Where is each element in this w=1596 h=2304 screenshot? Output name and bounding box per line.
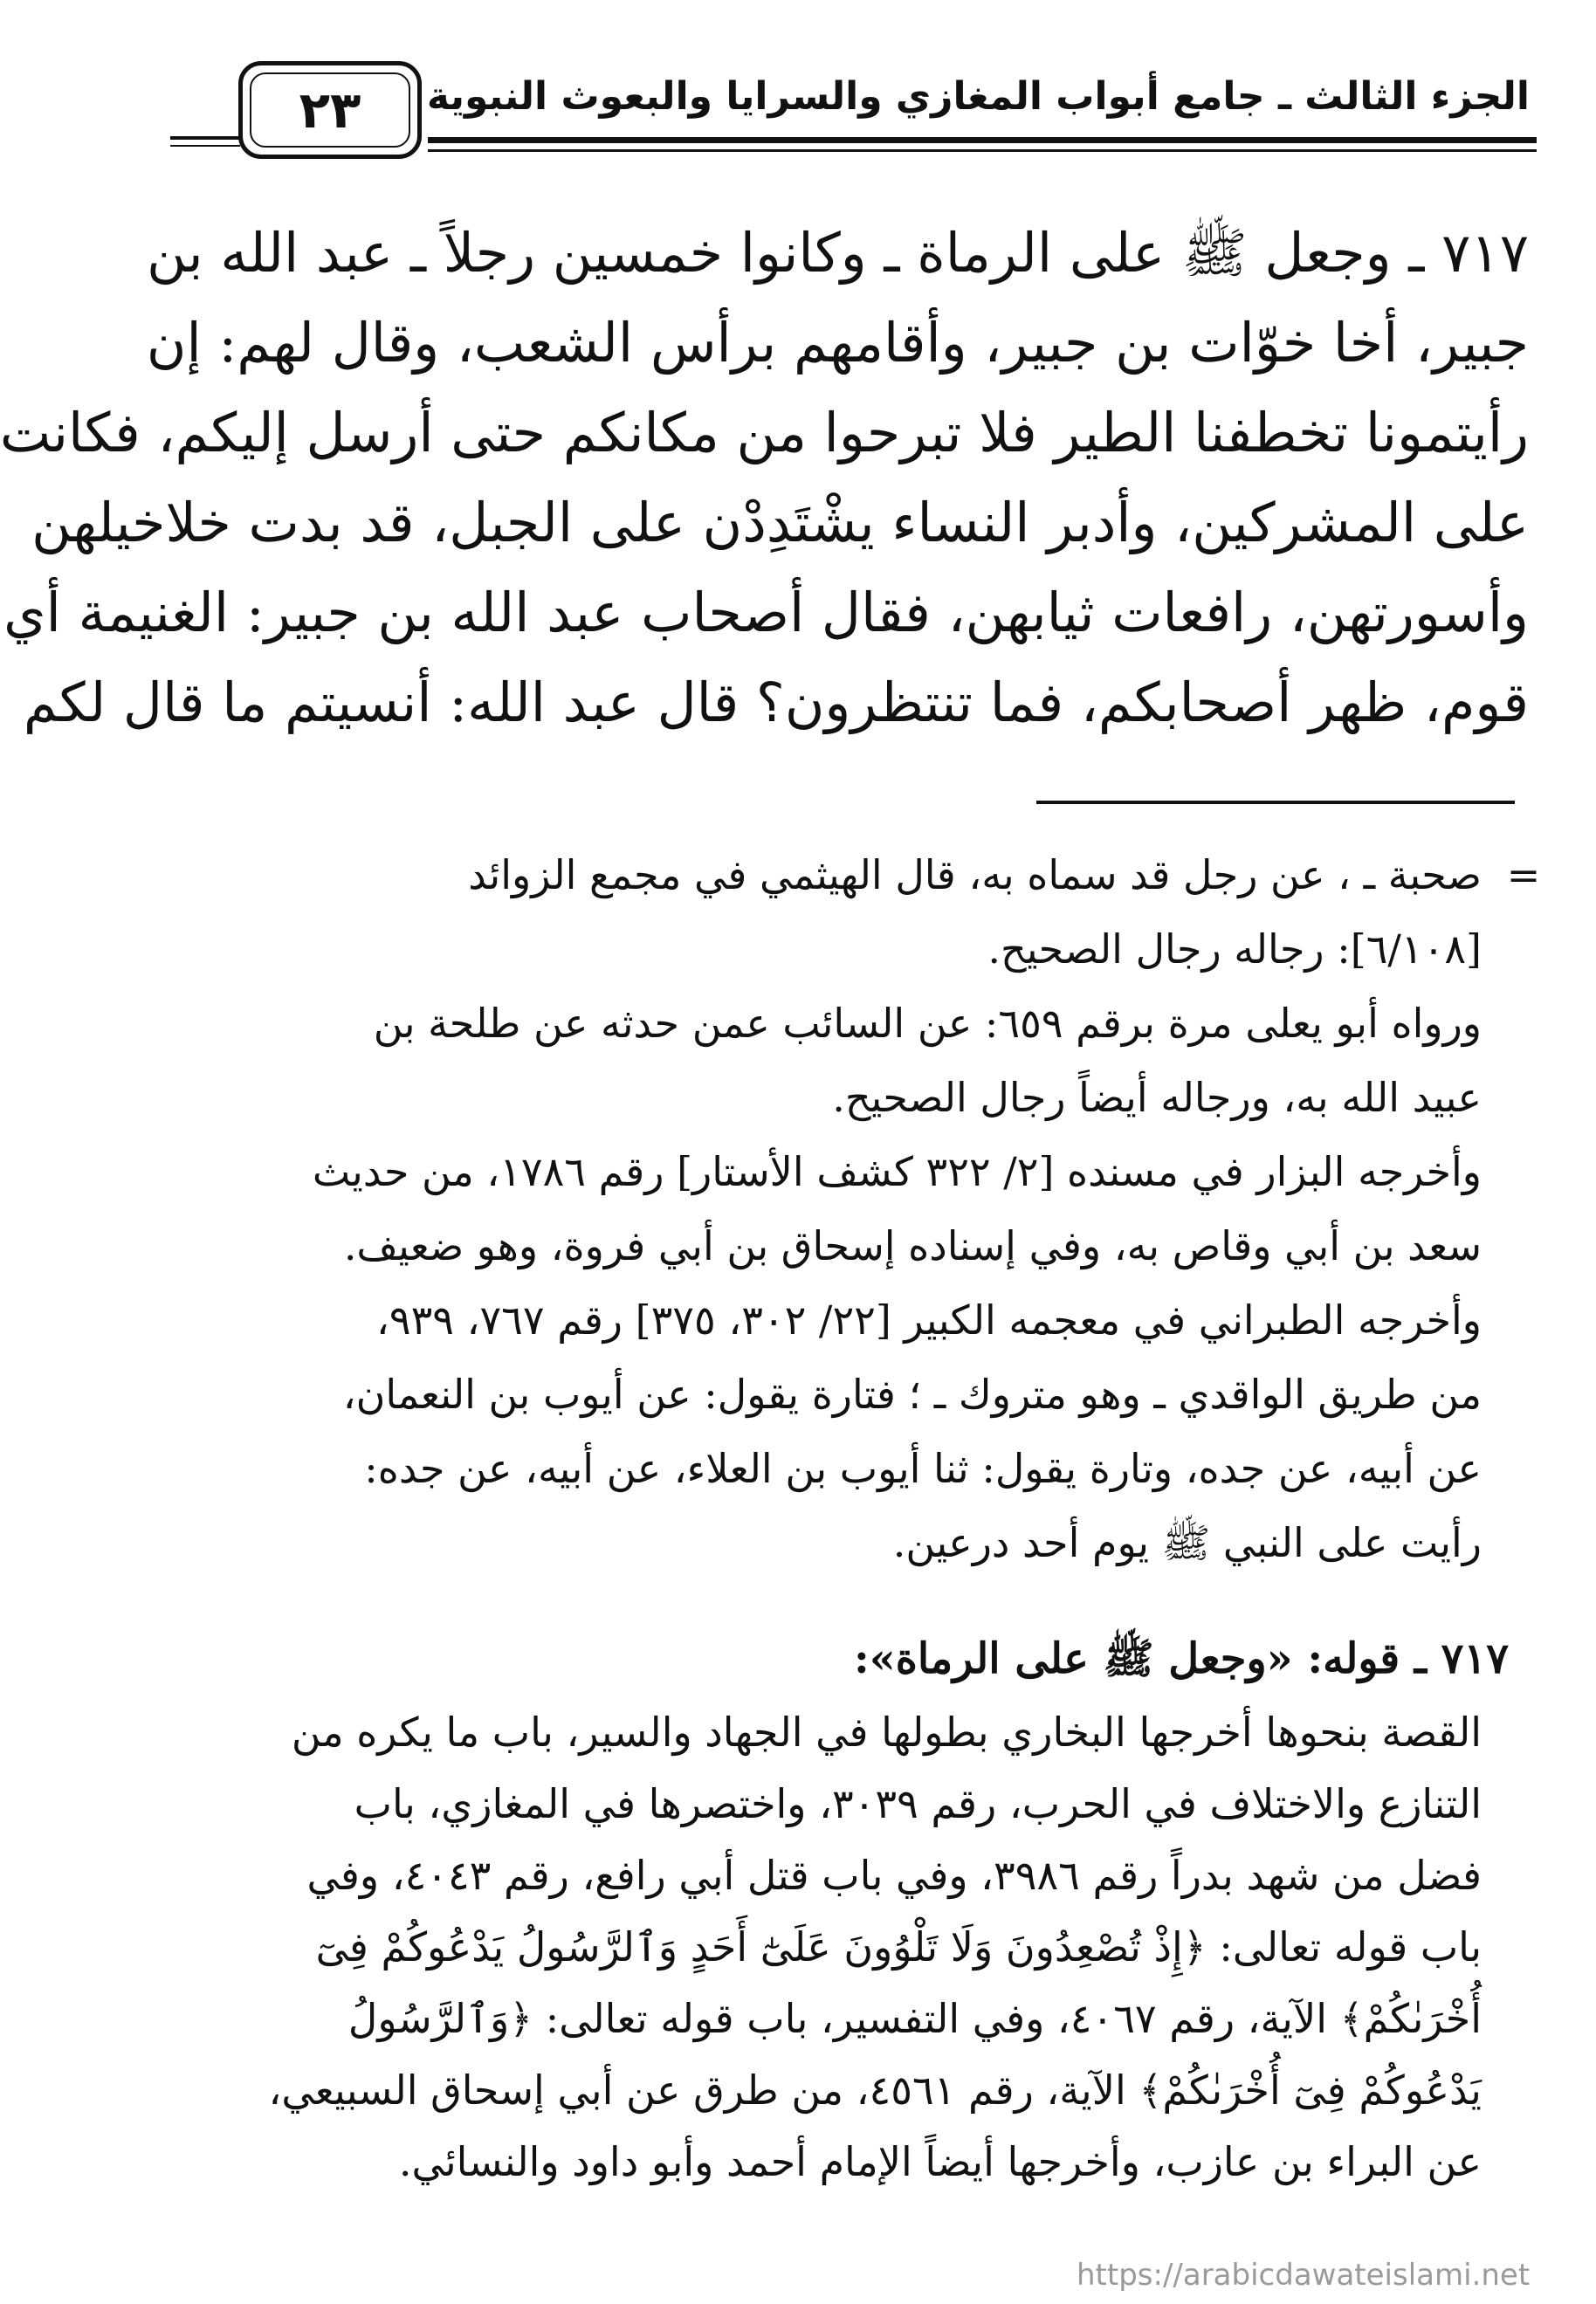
footnote-line: وأخرجه الطبراني في معجمه الكبير [٢٢/ ٣٠٢، ٣٧٥] رقم ٧٦٧، ٩٣٩،: [376, 1296, 1482, 1344]
commentary-line: يَدْعُوكُمْ فِىٓ أُخْرَىٰكُمْ﴾ الآية، رقم ٤٥٦١، من طرق عن أبي إسحاق السبيعي،: [268, 2067, 1482, 2114]
main-text-line: رأيتمونا تخطفنا الطير فلا تبرحوا من مكانكم حتى أرسل إليكم، فكانت: [0, 401, 1529, 464]
page-number-frame: [238, 61, 422, 159]
footnote-line: سعد بن أبي وقاص به، وفي إسناده إسحاق بن أبي فروة، وهو ضعيف.: [343, 1222, 1482, 1269]
footnote-line: عن أبيه، عن جده، وتارة يقول: ثنا أيوب بن العلاء، عن أبيه، عن جده:: [364, 1445, 1482, 1492]
header-rule-thick: [428, 137, 1537, 143]
footnote-continue-mark: =: [1506, 851, 1541, 898]
running-title: الجزء الثالث ـ جامع أبواب المغازي والسرايا والبعوث النبوية: [426, 74, 1530, 119]
footnote-line: من طريق الواقدي ـ وهو متروك ـ ؛ فتارة يقول: عن أيوب بن النعمان،: [342, 1371, 1482, 1418]
main-text: [0, 208, 1529, 747]
main-text-line: قوم، ظهر أصحابكم، فما تنتظرون؟ قال عبد الله: أنسيتم ما قال لكم: [23, 671, 1529, 734]
header-rule-thin: [428, 149, 1537, 152]
page-number: ٢٣: [299, 80, 361, 140]
watermark-url: https://arabicdawateislami.net: [1077, 2258, 1531, 2293]
footnote-separator: [1036, 801, 1515, 804]
footnote-line: رأيت على النبي ﷺ يوم أحد درعين.: [892, 1519, 1482, 1566]
footnote-line: ورواه أبو يعلى مرة برقم ٦٥٩: عن السائب عمن حدثه عن طلحة بن: [373, 1000, 1482, 1047]
footnote-line: صحبة ـ ، عن رجل قد سماه به، قال الهيثمي في مجمع الزوائد: [468, 851, 1482, 898]
footnote-line: عبيد الله به، ورجاله أيضاً رجال الصحيح.: [832, 1074, 1482, 1121]
footnote-line: وأخرجه البزار في مسنده [٢/ ٣٢٢ كشف الأستار] رقم ١٧٨٦، من حديث: [312, 1148, 1482, 1195]
commentary-line: أُخْرَىٰكُمْ﴾ الآية، رقم ٤٠٦٧، وفي التفسير، باب قوله تعالى: ﴿وَٱلرَّسُولُ: [347, 1995, 1482, 2042]
header-rule-left-thin: [170, 145, 240, 147]
header-rule-left: [170, 136, 240, 140]
commentary-heading: ٧١٧ ـ قوله: «وجعل ﷺ على الرماة»:: [853, 1634, 1509, 1683]
footnote-line: [٦/١٠٨]: رجاله رجال الصحيح.: [987, 925, 1482, 973]
commentary-line: القصة بنحوها أخرجها البخاري بطولها في الجهاد والسير، باب ما يكره من: [291, 1709, 1482, 1756]
main-text-line: جبير، أخا خوّات بن جبير، وأقامهم برأس الشعب، وقال لهم: إن: [146, 311, 1529, 375]
main-text-line: وأسورتهن، رافعات ثيابهن، فقال أصحاب عبد الله بن جبير: الغنيمة أي: [3, 581, 1529, 644]
commentary-body: [172, 1696, 1482, 2197]
main-text-line: على المشركين، وأدبر النساء يشْتَدِدْن على الجبل، قد بدت خلاخيلهن: [31, 491, 1529, 554]
commentary-line: باب قوله تعالى: ﴿إِذْ تُصْعِدُونَ وَلَا تَلْوُونَ عَلَىٰٓ أَحَدٍ وَٱلرَّسُولُ يَدْعُوكُمْ فِىٓ: [315, 1923, 1482, 1970]
footnotes: [172, 838, 1482, 1580]
main-text-line: ٧١٧ ـ وجعل ﷺ على الرماة ـ وكانوا خمسين رجلاً ـ عبد الله بن: [147, 221, 1529, 285]
page-header: [170, 54, 1537, 168]
commentary-line: التنازع والاختلاف في الحرب، رقم ٣٠٣٩، واختصرها في المغازي، باب: [354, 1780, 1482, 1827]
commentary-line: عن البراء بن عازب، وأخرجها أيضاً الإمام أحمد وأبو داود والنسائي.: [398, 2138, 1482, 2185]
commentary-line: فضل من شهد بدراً رقم ٣٩٨٦، وفي باب قتل أبي رافع، رقم ٤٠٤٣، وفي: [306, 1852, 1482, 1899]
